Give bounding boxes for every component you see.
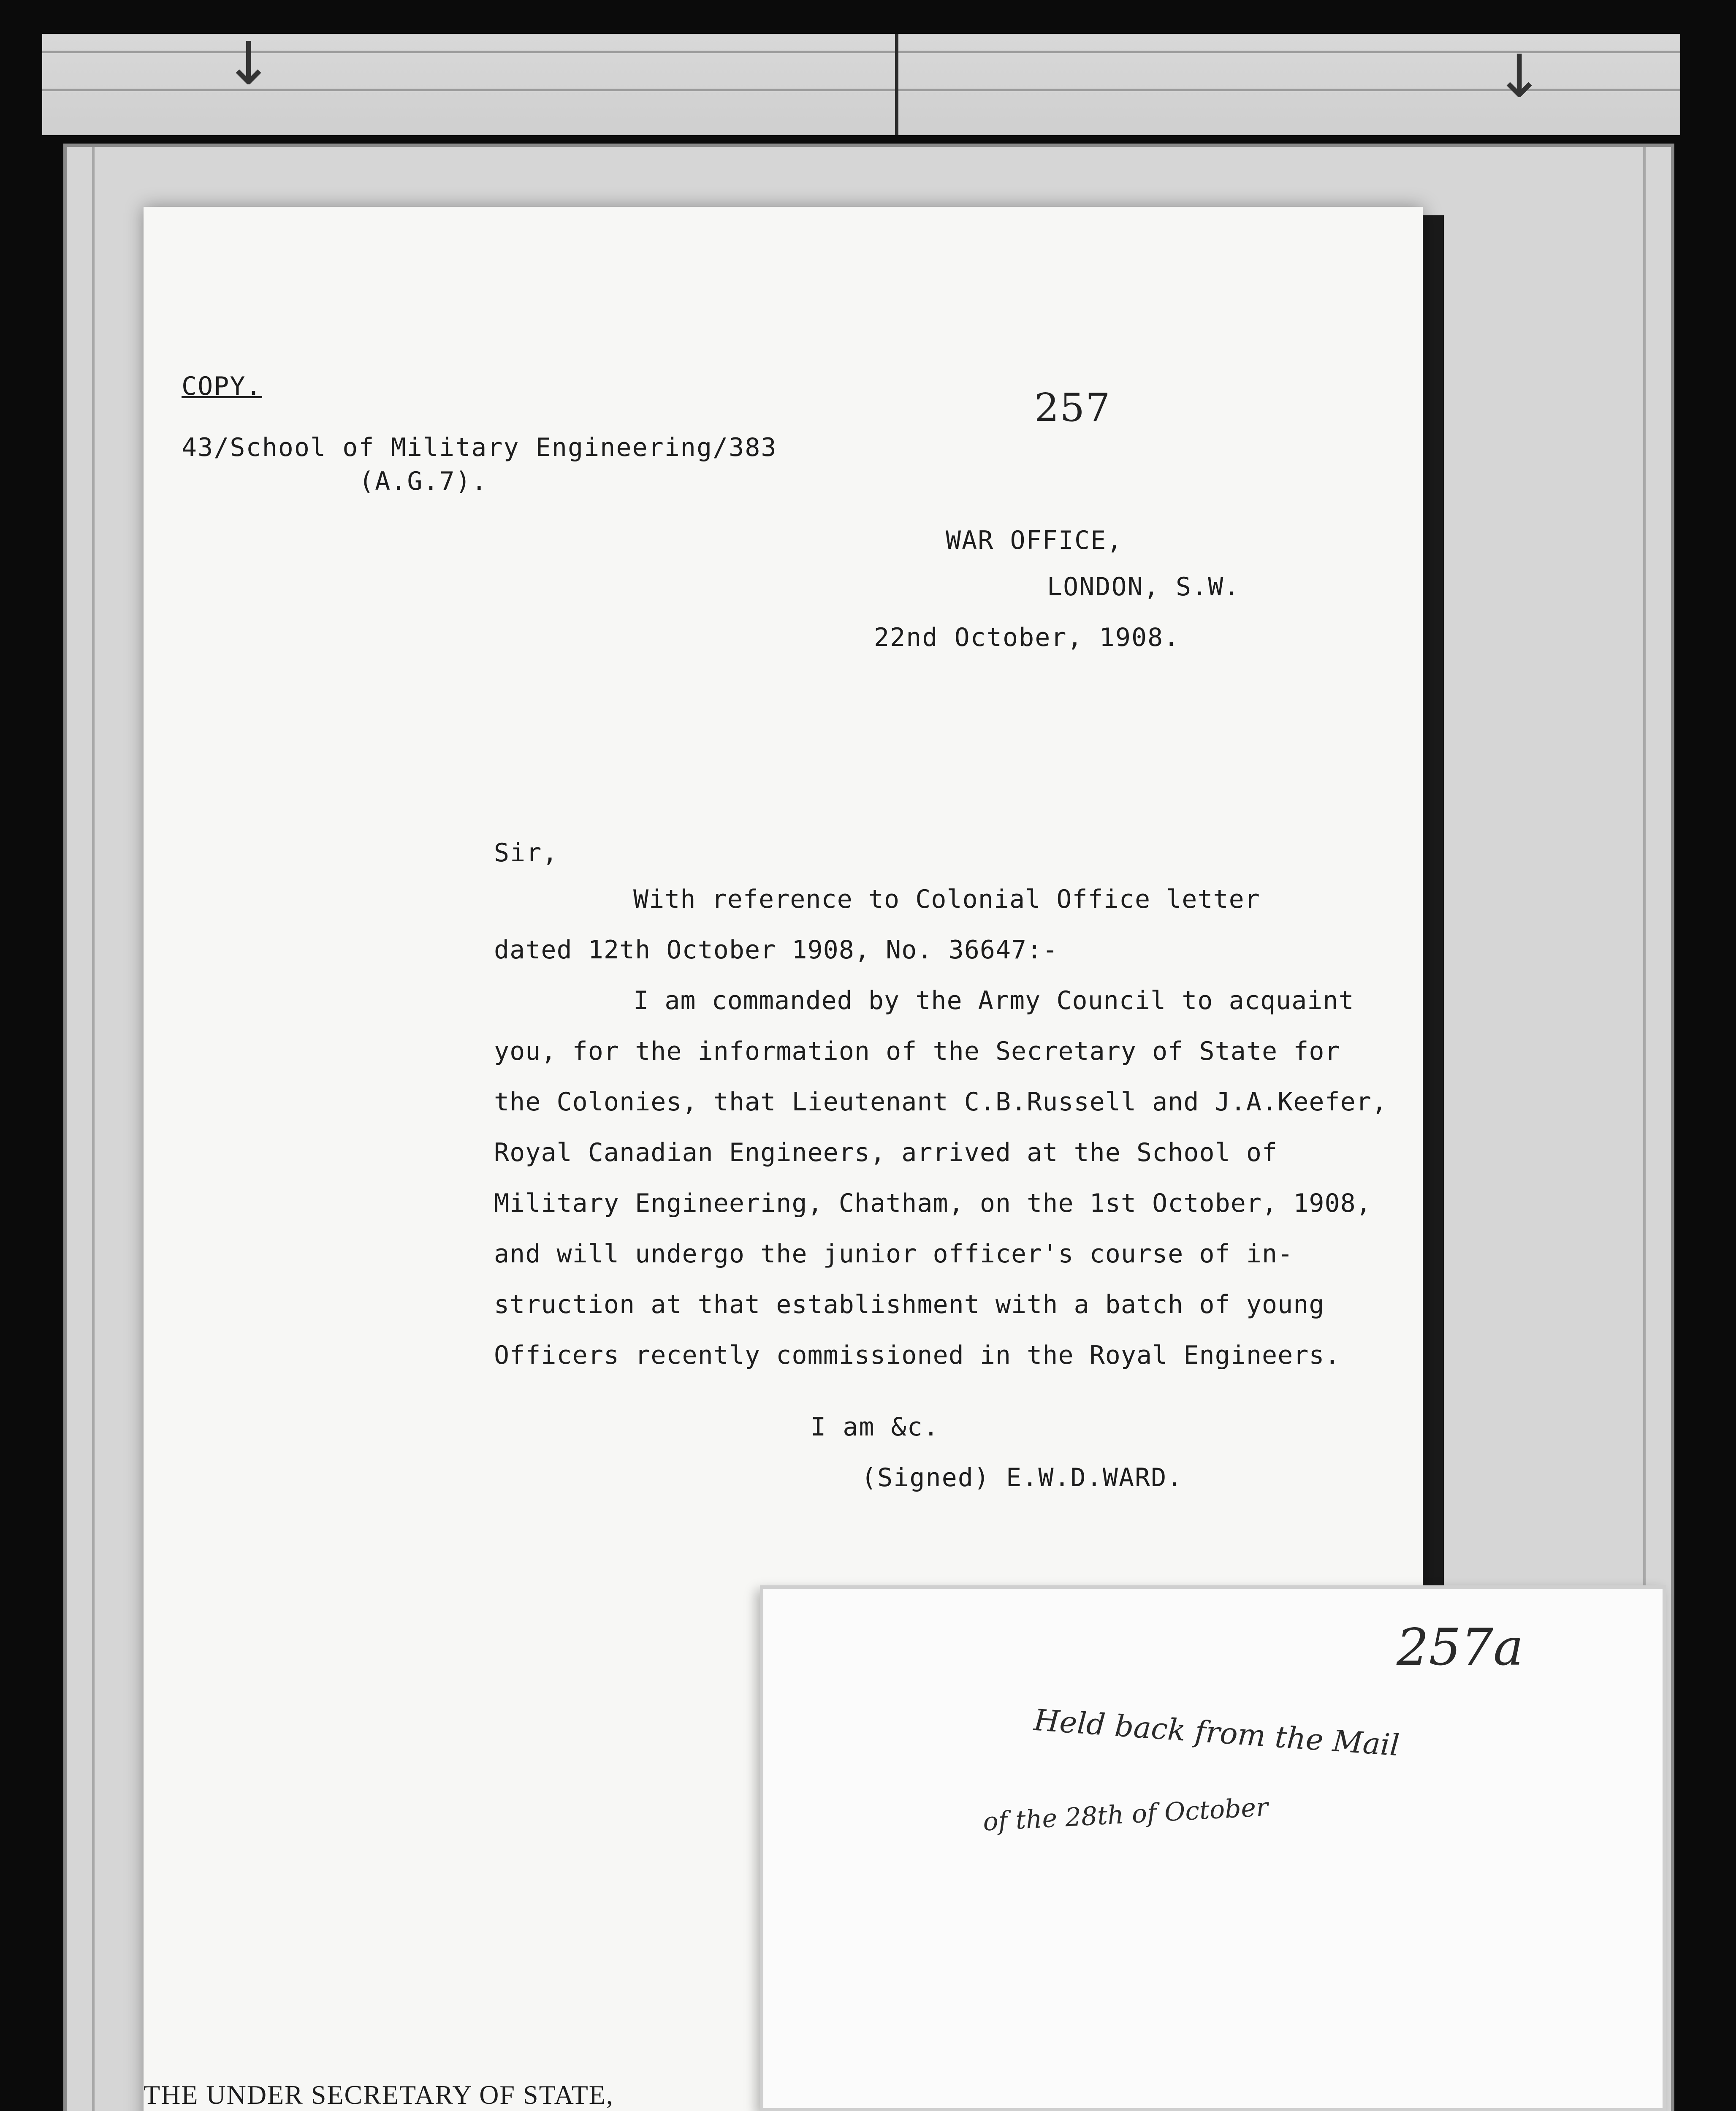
handwritten-note-line: of the 28th of October — [982, 1792, 1269, 1837]
frame-rule — [42, 51, 1680, 53]
paragraph-line: the Colonies, that Lieutenant C.B.Russell and J.A.Keefer, — [494, 1087, 1388, 1117]
reference-subcode: (A.G.7). — [359, 467, 488, 496]
signature: (Signed) E.W.D.WARD. — [861, 1463, 1183, 1492]
handwritten-note-line: Held back from the Mail — [1033, 1702, 1401, 1763]
frame-divider — [895, 34, 898, 135]
copy-label: COPY. — [182, 372, 262, 401]
paragraph-line: and will undergo the junior officer's course of in- — [494, 1239, 1294, 1269]
paragraph-reference — [494, 874, 1423, 975]
mount-line — [92, 147, 95, 2111]
paragraph-line: Military Engineering, Chatham, on the 1st October, 1908, — [494, 1188, 1372, 1218]
paragraph-body — [494, 975, 1423, 1381]
paragraph-line: With reference to Colonial Office letter — [633, 885, 1260, 914]
paragraph-line: Officers recently commissioned in the Royal Engineers. — [494, 1340, 1340, 1370]
addressee-title: THE UNDER SECRETARY OF STATE, — [144, 2080, 614, 2110]
paragraph-line: you, for the information of the Secretary of State for — [494, 1037, 1340, 1066]
paragraph-line: struction at that establishment with a batch of young — [494, 1290, 1325, 1319]
letter-date: 22nd October, 1908. — [874, 623, 1180, 652]
sender-city: LONDON, S.W. — [1047, 572, 1240, 602]
down-arrow-icon: ↓ — [224, 30, 274, 98]
paragraph-line: Royal Canadian Engineers, arrived at the School of — [494, 1138, 1278, 1167]
paragraph-line: I am commanded by the Army Council to acquaint — [633, 986, 1354, 1015]
closing: I am &c. — [811, 1412, 939, 1442]
microfilm-frame-top — [42, 30, 1680, 135]
reference-number: 43/School of Military Engineering/383 — [182, 433, 777, 462]
salutation: Sir, — [494, 838, 559, 868]
paragraph-line: dated 12th October 1908, No. 36647:- — [494, 935, 1058, 965]
sender-office: WAR OFFICE, — [946, 526, 1123, 555]
folio-number: 257 — [1034, 385, 1111, 430]
frame-rule — [42, 89, 1680, 91]
down-arrow-icon: ↓ — [1495, 42, 1544, 111]
attached-note-slip — [760, 1585, 1666, 2111]
slip-folio-number: 257a — [1397, 1618, 1524, 1677]
